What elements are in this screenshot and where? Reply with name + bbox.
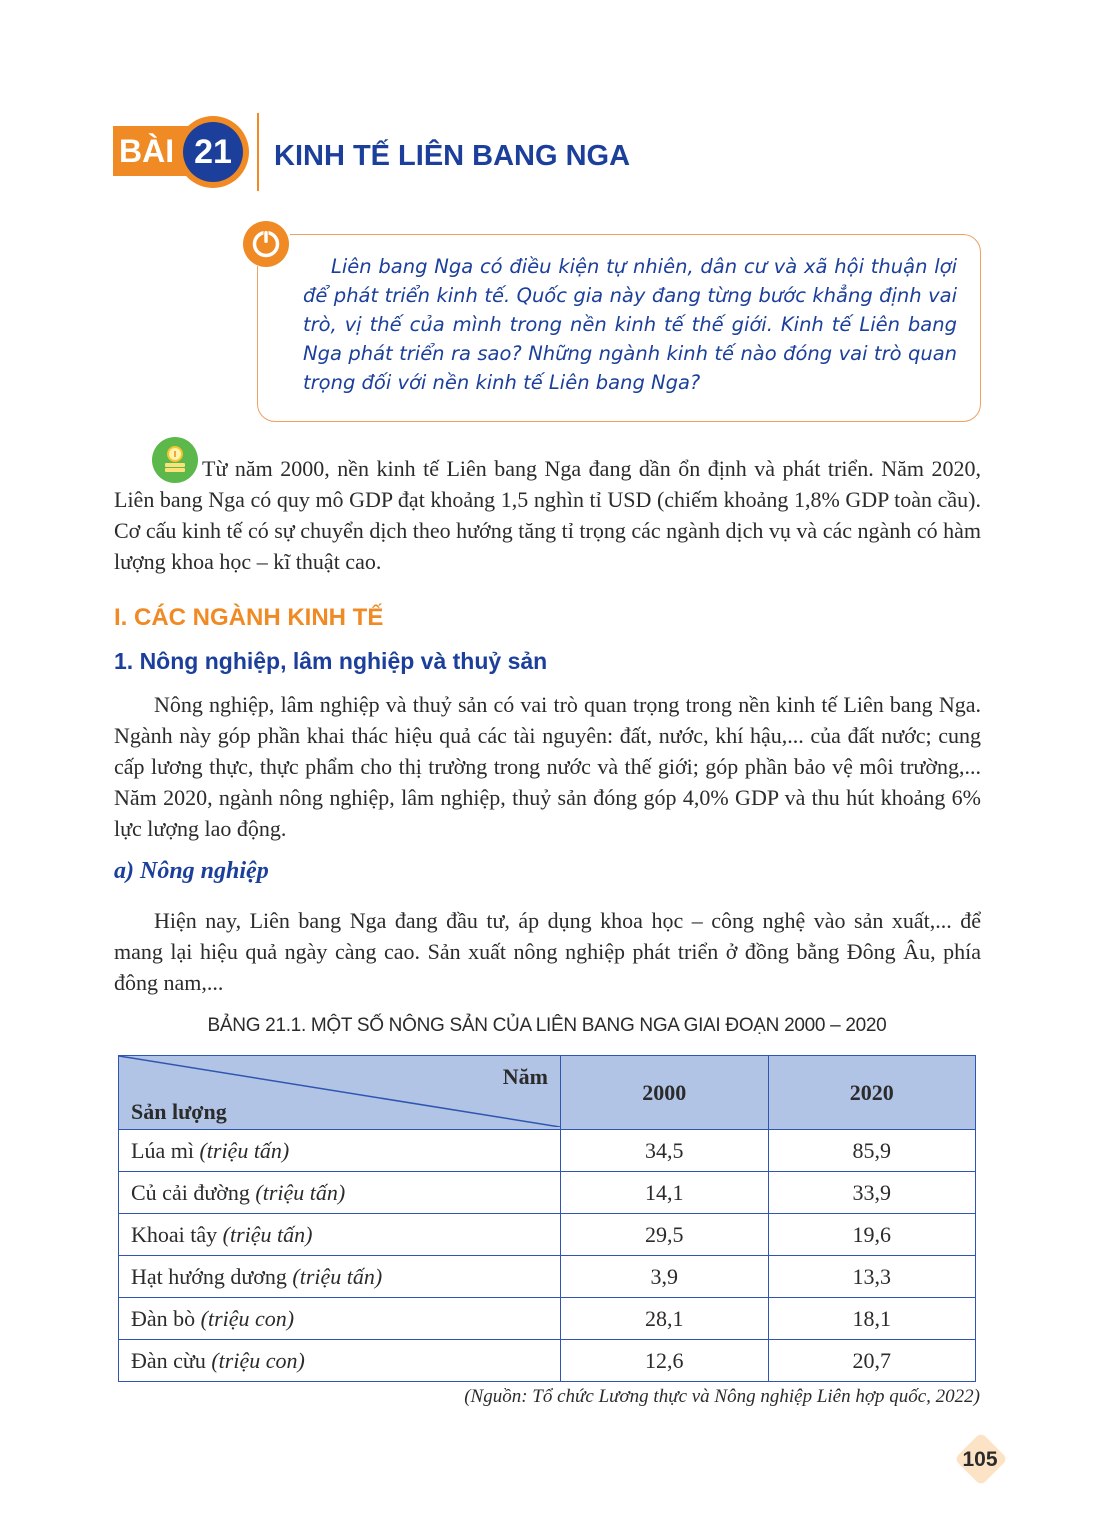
lesson-number: 21 bbox=[183, 122, 243, 182]
cell-2000: 29,5 bbox=[561, 1214, 769, 1256]
table-row bbox=[119, 1214, 976, 1256]
cell-2020: 20,7 bbox=[768, 1340, 976, 1382]
row-name: Đàn cừu bbox=[131, 1347, 212, 1373]
power-icon bbox=[243, 221, 289, 267]
table-header-row bbox=[119, 1056, 976, 1130]
page-number: 105 bbox=[962, 1448, 998, 1471]
cell-2000: 28,1 bbox=[561, 1298, 769, 1340]
row-unit: (triệu tấn) bbox=[255, 1179, 346, 1205]
row-label bbox=[119, 1256, 561, 1298]
cell-2020: 19,6 bbox=[768, 1214, 976, 1256]
table-row bbox=[119, 1256, 976, 1298]
table-row bbox=[119, 1298, 976, 1340]
cell-2020: 85,9 bbox=[768, 1130, 976, 1172]
paragraph-intro: Từ năm 2000, nền kinh tế Liên bang Nga đang dần ổn định và phát triển. Năm 2020, Liên bang Nga có quy mô GDP đạt khoảng 1,5 nghìn tỉ USD (chiếm khoảng 1,8% GDP toàn cầu). Cơ cấu kinh tế có sự chuyển dịch theo hướng tăng tỉ trọng các ngành dịch vụ và các ngành có hàm lượng khoa học – kĩ thuật cao. bbox=[114, 456, 981, 574]
paragraph-agriculture: Hiện nay, Liên bang Nga đang đầu tư, áp dụng khoa học – công nghệ vào sản xuất,... để mang lại hiệu quả ngày càng cao. Sản xuất nông nghiệp phát triển ở đồng bằng Đông Âu, phía đông nam,... bbox=[114, 908, 981, 995]
agriculture-table bbox=[118, 1055, 976, 1382]
row-unit: (triệu con) bbox=[200, 1305, 295, 1331]
cell-2000: 3,9 bbox=[561, 1256, 769, 1298]
table-row bbox=[119, 1130, 976, 1172]
cell-2000: 14,1 bbox=[561, 1172, 769, 1214]
row-unit: (triệu tấn) bbox=[222, 1221, 313, 1247]
row-name: Lúa mì bbox=[131, 1137, 200, 1163]
row-name: Đàn bò bbox=[131, 1305, 201, 1331]
lesson-number-circle bbox=[177, 116, 249, 188]
intro-text: Liên bang Nga có điều kiện tự nhiên, dân cư và xã hội thuận lợi để phát triển kinh tế. Quốc gia này đang từng bước khẳng định vai trò, vị thế của mình trong nền kinh tế thế giới. Kinh tế Liên bang Nga phát triển ra sao? Những ngành kinh tế nào đóng vai trò quan trọng đối với nền kinh tế Liên bang Nga? bbox=[303, 255, 957, 394]
table-row bbox=[119, 1172, 976, 1214]
row-unit: (triệu con) bbox=[211, 1347, 305, 1373]
cell-2020: 33,9 bbox=[768, 1172, 976, 1214]
row-label bbox=[119, 1130, 561, 1172]
title-divider bbox=[257, 113, 259, 191]
row-name: Hạt hướng dương bbox=[131, 1263, 293, 1289]
row-unit: (triệu tấn) bbox=[199, 1137, 290, 1163]
lesson-badge bbox=[113, 122, 253, 180]
table-corner-header bbox=[119, 1056, 561, 1130]
cell-2020: 13,3 bbox=[768, 1256, 976, 1298]
paragraph-agriculture-role: Nông nghiệp, lâm nghiệp và thuỷ sản có vai trò quan trọng trong nền kinh tế Liên bang Nga. Ngành này góp phần khai thác hiệu quả các tài nguyên: đất, nước, khí hậu,... của đất nước; cung cấp lương thực, thực phẩm cho thị trường trong nước và thế giới; góp phần bảo vệ môi trường,... Năm 2020, ngành nông nghiệp, lâm nghiệp, thuỷ sản đóng góp 4,0% GDP và thu hút khoảng 6% lực lượng lao động. bbox=[114, 692, 981, 841]
row-label bbox=[119, 1172, 561, 1214]
row-label bbox=[119, 1298, 561, 1340]
header-output-label: Sản lượng bbox=[131, 1099, 227, 1124]
subsubsection-heading: a) Nông nghiệp bbox=[114, 858, 269, 884]
subsection-heading: 1. Nông nghiệp, lâm nghiệp và thuỷ sản bbox=[114, 648, 548, 674]
header-year-label: Năm bbox=[502, 1064, 548, 1089]
lesson-title: KINH TẾ LIÊN BANG NGA bbox=[274, 140, 631, 172]
table-caption: BẢNG 21.1. MỘT SỐ NÔNG SẢN CỦA LIÊN BANG NGA GIAI ĐOẠN 2000 – 2020 bbox=[207, 1015, 887, 1036]
row-label bbox=[119, 1340, 561, 1382]
section-heading: I. CÁC NGÀNH KINH TẾ bbox=[114, 604, 384, 631]
table-row bbox=[119, 1340, 976, 1382]
row-unit: (triệu tấn) bbox=[292, 1263, 383, 1289]
cell-2000: 34,5 bbox=[561, 1130, 769, 1172]
lesson-label: BÀI bbox=[113, 126, 205, 176]
table-source: (Nguồn: Tổ chức Lương thực và Nông nghiệp Liên hợp quốc, 2022) bbox=[464, 1386, 980, 1407]
cell-2020: 18,1 bbox=[768, 1298, 976, 1340]
column-header-2000: 2000 bbox=[561, 1056, 769, 1130]
row-name: Khoai tây bbox=[131, 1221, 223, 1247]
row-name: Củ cải đường bbox=[131, 1179, 256, 1205]
row-label bbox=[119, 1214, 561, 1256]
cell-2000: 12,6 bbox=[561, 1340, 769, 1382]
column-header-2020: 2020 bbox=[768, 1056, 976, 1130]
